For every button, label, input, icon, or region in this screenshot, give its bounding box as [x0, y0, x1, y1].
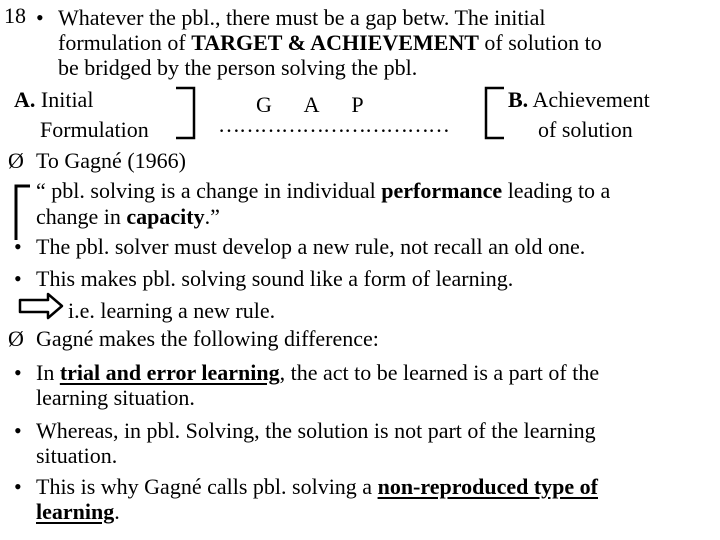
b-solution-label: of solution	[538, 117, 633, 142]
gap-dots: ……………………………	[218, 112, 449, 137]
bullet-dot: •	[14, 474, 22, 499]
arrow-icon	[20, 294, 62, 318]
intro-line-2-post: of solution to	[478, 30, 602, 55]
bullet-dot: •	[14, 418, 22, 443]
trial-term: trial and error learning	[59, 360, 280, 385]
whereas-line-1: Whereas, in pbl. Solving, the solution is not part of the learning	[36, 418, 596, 443]
bullet-dot: •	[14, 266, 22, 291]
a-formulation-label: Formulation	[40, 117, 149, 142]
intro-line-3: be bridged by the person solving the pbl.	[58, 55, 418, 80]
capacity-term: capacity	[126, 204, 205, 229]
performance-term: performance	[381, 178, 503, 203]
non-reproduced-term: non-reproduced type of	[377, 474, 598, 499]
intro-line-2-pre: formulation of	[58, 30, 192, 55]
quote-line-2-post: .”	[204, 204, 220, 229]
target-term: TARGET	[191, 30, 283, 55]
trial-line-2: learning situation.	[36, 385, 195, 410]
ie-line: i.e. learning a new rule.	[68, 298, 276, 323]
a-text-1: Initial	[35, 87, 94, 112]
b-label: B.	[508, 87, 529, 112]
a-label: A.	[14, 87, 36, 112]
intro-line-1: Whatever the pbl., there must be a gap betw. The initial	[58, 5, 546, 30]
gagne-point-2: This makes pbl. solving sound like a form of learning.	[36, 266, 514, 291]
quote-line-1-pre: “ pbl. solving is a change in individual	[36, 178, 382, 203]
quote-line-2-pre: change in	[36, 204, 127, 229]
right-bracket	[486, 88, 504, 138]
quote-bracket	[16, 186, 30, 240]
this-pre: This is why Gagné calls pbl. solving a	[36, 474, 378, 499]
gagne-point-1: The pbl. solver must develop a new rule, not recall an old one.	[36, 234, 586, 259]
b-text-1: Achievement	[528, 87, 650, 112]
achievement-term: ACHIEVEMENT	[310, 30, 479, 55]
whereas-line-2: situation.	[36, 443, 118, 468]
difference-heading: Gagné makes the following difference:	[36, 326, 379, 351]
amp: &	[282, 30, 311, 55]
quote-line-1-post: leading to a	[502, 178, 611, 203]
slide-number: 18	[4, 3, 26, 28]
bullet-dot: •	[14, 360, 22, 385]
left-bracket	[176, 88, 194, 138]
bullet-arrow: Ø	[8, 326, 24, 351]
learning-term: learning	[36, 499, 115, 524]
bullet-arrow: Ø	[8, 148, 24, 173]
gagne-heading: To Gagné (1966)	[36, 148, 186, 173]
trial-pre: In	[36, 360, 60, 385]
this-post: .	[114, 499, 120, 524]
bullet-dot: •	[14, 234, 22, 259]
gap-letters: G A P	[256, 92, 364, 117]
bullet-dot: •	[36, 5, 44, 30]
trial-post-1: , the act to be learned is a part of the	[279, 360, 600, 385]
